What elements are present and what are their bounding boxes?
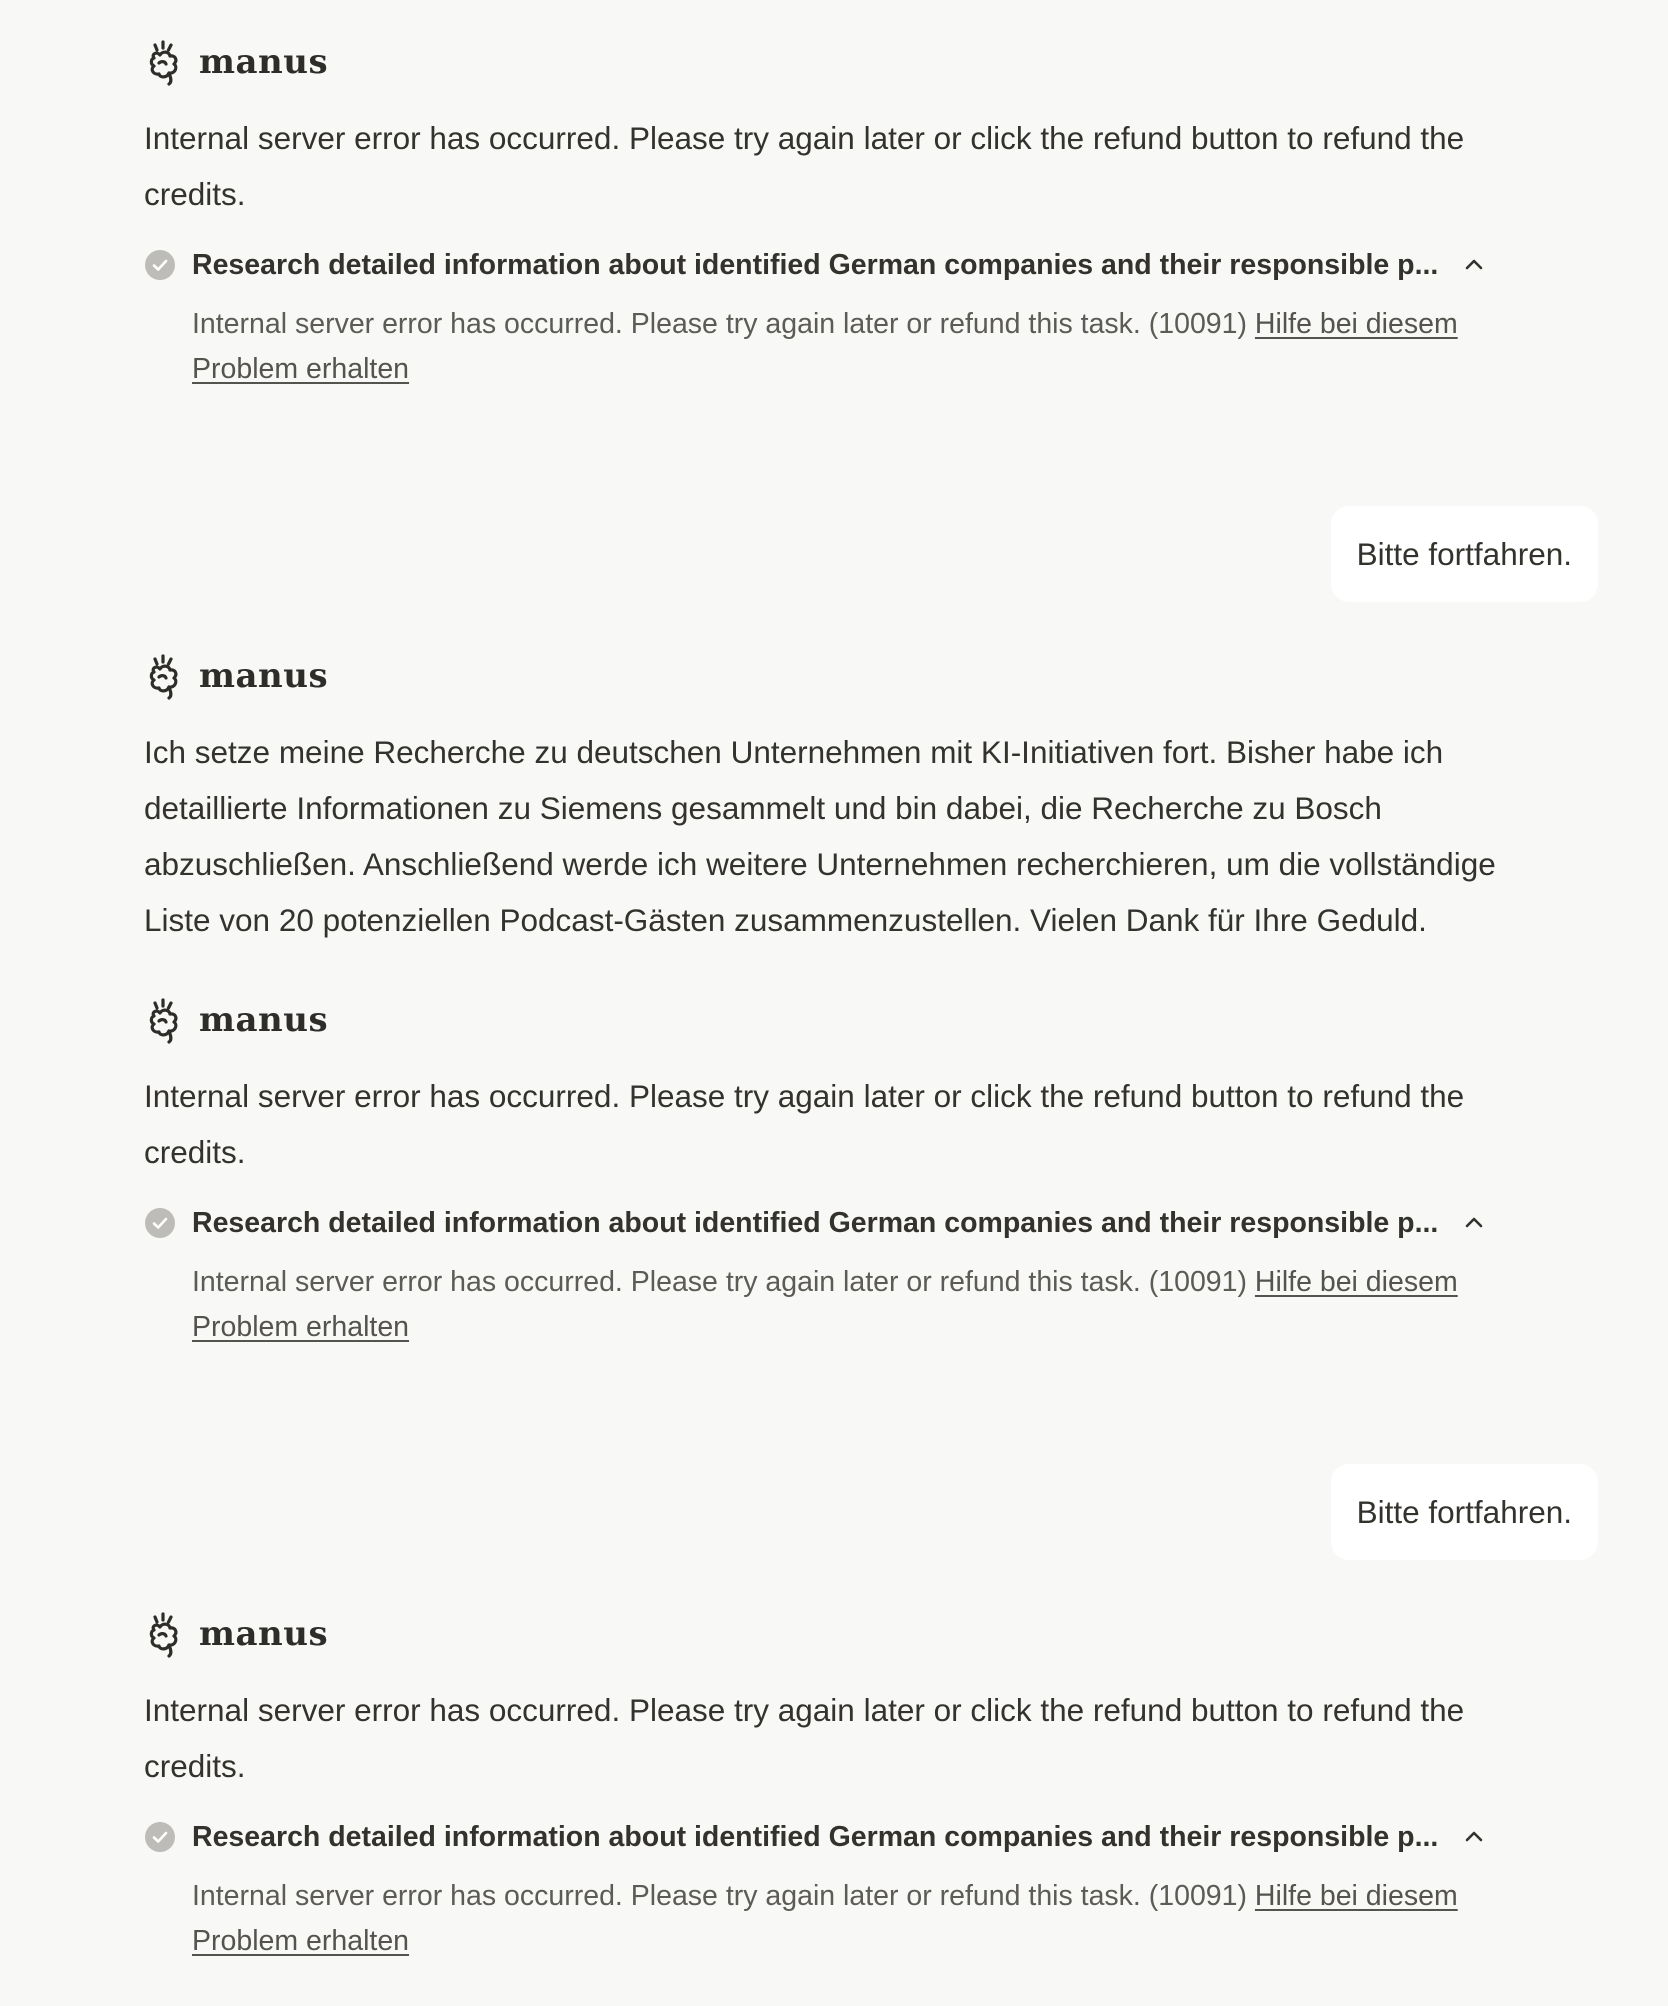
assistant-header — [145, 32, 328, 92]
manus-hand-logo-icon — [145, 37, 185, 87]
brand-name: manus — [199, 1000, 329, 1040]
assistant-header — [145, 990, 328, 1050]
check-circle-icon — [144, 1207, 176, 1239]
task-step-header[interactable] — [144, 1203, 1488, 1243]
chevron-up-icon[interactable] — [1460, 1823, 1488, 1851]
manus-hand-logo-icon — [145, 995, 185, 1045]
chevron-up-icon[interactable] — [1460, 251, 1488, 279]
task-step-error-text: Internal server error has occurred. Please try again later or refund this task. (10091) — [192, 308, 1255, 340]
help-link[interactable]: Hilfe bei diesem Problem erhalten — [192, 1266, 1458, 1343]
task-step-header[interactable] — [144, 245, 1488, 285]
brand-name: manus — [199, 656, 329, 696]
task-step-title: Research detailed information about identified German companies and their responsible p... — [192, 1820, 1439, 1853]
check-circle-icon — [144, 249, 176, 281]
user-message-bubble: Bitte fortfahren. — [1331, 506, 1598, 602]
assistant-message-text: Ich setze meine Recherche zu deutschen Unternehmen mit KI-Initiativen fort. Bisher habe ich detaillierte Informationen zu Siemens gesammelt und bin dabei, die Recherche zu Bosch abzuschließen. Anschließend werde ich weitere Unternehmen recherchieren, um die vollständige Liste von 20 potenziellen Podcast-Gästen zusammenzustellen. Vielen Dank für Ihre Geduld. — [144, 734, 1496, 938]
assistant-message-text: Internal server error has occurred. Please try again later or click the refund button to refund the credits. — [144, 1692, 1465, 1784]
help-link[interactable]: Hilfe bei diesem Problem erhalten — [192, 308, 1458, 385]
manus-hand-logo-icon — [145, 651, 185, 701]
task-step-title: Research detailed information about identified German companies and their responsible p... — [192, 248, 1439, 281]
assistant-header — [145, 646, 328, 706]
task-step-detail — [192, 302, 1532, 392]
help-link[interactable]: Hilfe bei diesem Problem erhalten — [192, 1880, 1458, 1957]
user-message-bubble: Bitte fortfahren. — [1331, 1464, 1598, 1560]
task-step-header[interactable] — [144, 1817, 1488, 1857]
task-step-error-text: Internal server error has occurred. Please try again later or refund this task. (10091) — [192, 1880, 1255, 1912]
check-circle-icon — [144, 1821, 176, 1853]
assistant-header — [145, 1604, 328, 1664]
task-step-title: Research detailed information about identified German companies and their responsible p... — [192, 1206, 1439, 1239]
assistant-message-text: Internal server error has occurred. Please try again later or click the refund button to refund the credits. — [144, 120, 1465, 212]
task-step-detail — [192, 1260, 1532, 1350]
brand-name: manus — [199, 42, 329, 82]
task-step-detail — [192, 1874, 1532, 1964]
manus-hand-logo-icon — [145, 1609, 185, 1659]
brand-name: manus — [199, 1614, 329, 1654]
chevron-up-icon[interactable] — [1460, 1209, 1488, 1237]
assistant-message-text: Internal server error has occurred. Please try again later or click the refund button to refund the credits. — [144, 1078, 1465, 1170]
task-step-error-text: Internal server error has occurred. Please try again later or refund this task. (10091) — [192, 1266, 1255, 1298]
